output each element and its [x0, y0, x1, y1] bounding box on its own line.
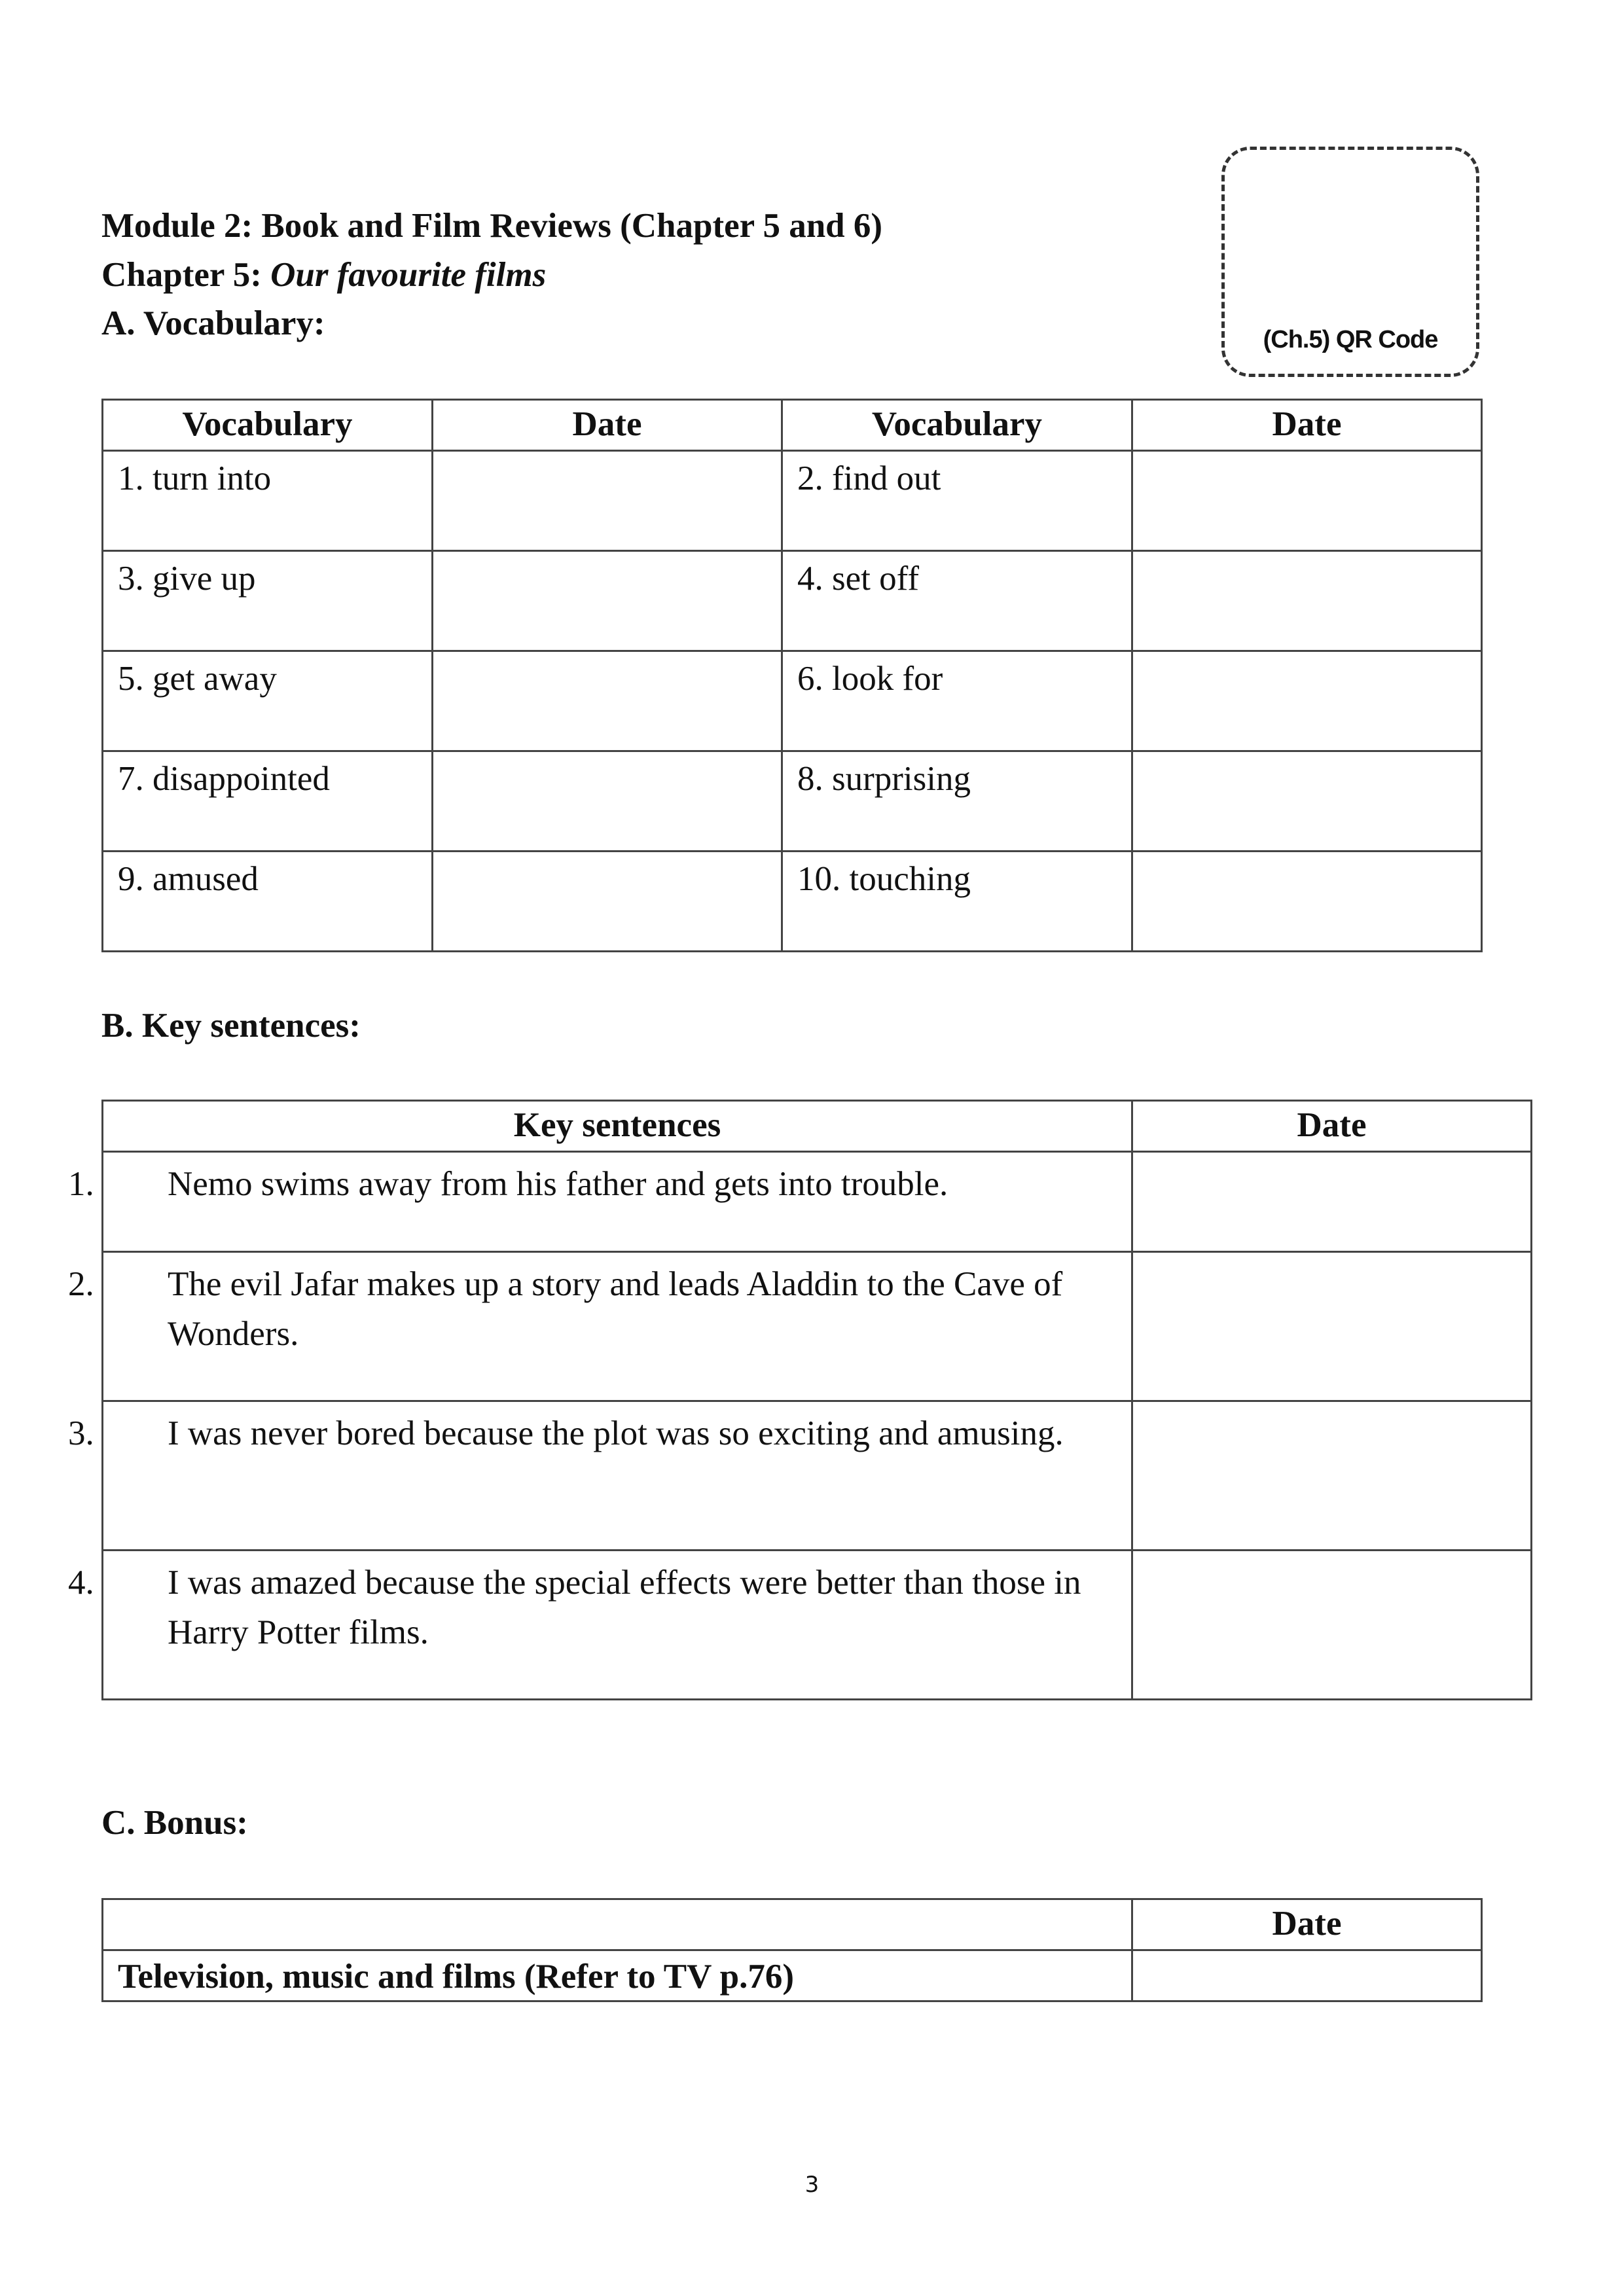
- bonus-table: [101, 1898, 1483, 2002]
- header-vocabulary-2: Vocabulary: [782, 400, 1132, 451]
- header-key-sentences: Key sentences: [103, 1101, 1132, 1152]
- section-a-heading: A. Vocabulary:: [101, 304, 325, 342]
- qr-code-label: (Ch.5) QR Code: [1263, 326, 1438, 353]
- vocab-word: 9. amused: [103, 852, 433, 952]
- table-row: [103, 751, 1482, 852]
- date-cell[interactable]: [433, 852, 782, 952]
- section-c-heading: C. Bonus:: [101, 1804, 248, 1842]
- table-row: [103, 1551, 1532, 1700]
- sentence-number: 4.: [68, 1564, 94, 1602]
- table-row: [103, 651, 1482, 751]
- chapter-prefix: Chapter 5:: [101, 256, 271, 294]
- key-sentence: [68, 1551, 1132, 1700]
- vocab-word: 6. look for: [782, 651, 1132, 751]
- vocab-word: 7. disappointed: [103, 751, 433, 852]
- date-cell[interactable]: [1132, 1152, 1532, 1252]
- table-row: [103, 451, 1482, 551]
- section-b-heading: B. Key sentences:: [101, 1007, 361, 1045]
- vocab-word: 10. touching: [782, 852, 1132, 952]
- header-date: Date: [1132, 1101, 1532, 1152]
- key-sentence: [68, 1401, 1132, 1551]
- date-cell[interactable]: [433, 651, 782, 751]
- date-cell[interactable]: [433, 751, 782, 852]
- sentence-number: 2.: [68, 1265, 94, 1303]
- date-cell[interactable]: [1132, 651, 1482, 751]
- header-date-1: Date: [433, 400, 782, 451]
- header-date: Date: [1132, 1899, 1482, 1950]
- key-sentences-table: [68, 1100, 1532, 1700]
- vocab-word: 3. give up: [103, 551, 433, 651]
- date-cell[interactable]: [433, 551, 782, 651]
- sentence-number: 1.: [68, 1165, 94, 1203]
- date-cell[interactable]: [1132, 451, 1482, 551]
- page-number: 3: [804, 2172, 820, 2198]
- vocab-word: 4. set off: [782, 551, 1132, 651]
- date-cell[interactable]: [1132, 1252, 1532, 1401]
- table-row: [103, 1252, 1532, 1401]
- vocab-word: 2. find out: [782, 451, 1132, 551]
- vocab-word: 5. get away: [103, 651, 433, 751]
- vocabulary-table: [101, 399, 1483, 952]
- sentence-text: I was never bored because the plot was so exciting and amusing.: [168, 1414, 1064, 1452]
- header-vocabulary-1: Vocabulary: [103, 400, 433, 451]
- key-sentence: [68, 1152, 1132, 1252]
- vocab-word: 1. turn into: [103, 451, 433, 551]
- date-cell[interactable]: [433, 451, 782, 551]
- bonus-header-row: [103, 1899, 1482, 1950]
- sentence-text: The evil Jafar makes up a story and leads Aladdin to the Cave of Wonders.: [168, 1265, 1063, 1353]
- sentence-text: Nemo swims away from his father and gets into trouble.: [168, 1165, 948, 1203]
- bonus-item: Television, music and films (Refer to TV p.76): [103, 1950, 1132, 2001]
- table-row: [103, 1152, 1532, 1252]
- sentence-number: 3.: [68, 1414, 94, 1452]
- date-cell[interactable]: [1132, 852, 1482, 952]
- bonus-header-blank: [103, 1899, 1132, 1950]
- key-sentences-header-row: [103, 1101, 1532, 1152]
- header-date-2: Date: [1132, 400, 1482, 451]
- vocab-word: 8. surprising: [782, 751, 1132, 852]
- table-row: [103, 1950, 1482, 2001]
- date-cell[interactable]: [1132, 1950, 1482, 2001]
- table-row: [103, 852, 1482, 952]
- module-title: Module 2: Book and Film Reviews (Chapter 5 and 6): [101, 207, 883, 245]
- sentence-text: I was amazed because the special effects were better than those in Harry Potter films.: [168, 1564, 1081, 1651]
- date-cell[interactable]: [1132, 1401, 1532, 1551]
- vocabulary-header-row: [103, 400, 1482, 451]
- chapter-name: Our favourite films: [270, 256, 547, 294]
- date-cell[interactable]: [1132, 751, 1482, 852]
- table-row: [103, 1401, 1532, 1551]
- chapter-title: [101, 254, 546, 296]
- date-cell[interactable]: [1132, 1551, 1532, 1700]
- qr-code-placeholder: [1221, 147, 1479, 377]
- key-sentence: [68, 1252, 1132, 1401]
- table-row: [103, 551, 1482, 651]
- date-cell[interactable]: [1132, 551, 1482, 651]
